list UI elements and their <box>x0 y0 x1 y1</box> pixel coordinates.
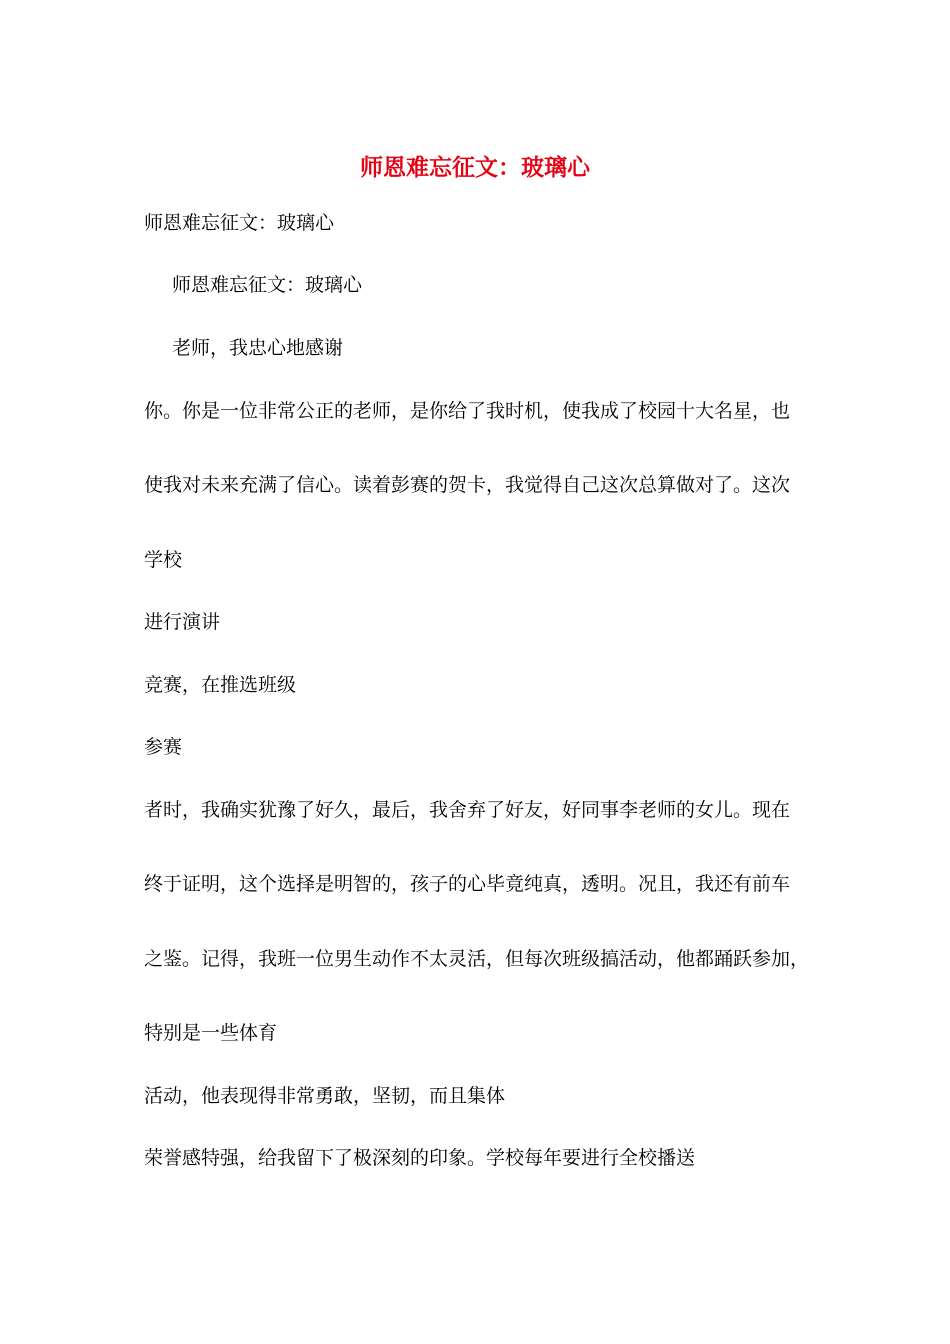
paragraph-line: 老师，我忠心地感谢 <box>172 337 344 359</box>
paragraph-line: 荣誉感特强，给我留下了极深刻的印象。学校每年要进行全校播送 <box>144 1147 696 1169</box>
paragraph-line: 特别是一些体育 <box>144 1022 278 1044</box>
paragraph-line: 终于证明，这个选择是明智的，孩子的心毕竟纯真，透明。况且，我还有前车 <box>144 873 791 895</box>
paragraph-line: 师恩难忘征文：玻璃心 <box>144 212 335 234</box>
paragraph-line: 之鉴。记得，我班一位男生动作不太灵活，但每次班级搞活动，他都踊跃参加， <box>144 948 810 970</box>
paragraph-line: 参赛 <box>144 736 183 758</box>
paragraph-line: 学校 <box>144 549 183 571</box>
paragraph-line: 活动，他表现得非常勇敢，坚韧，而且集体 <box>144 1085 506 1107</box>
paragraph-line: 你。你是一位非常公正的老师，是你给了我时机，使我成了校园十大名星，也 <box>144 400 791 422</box>
document-title: 师恩难忘征文：玻璃心 <box>360 155 590 181</box>
paragraph-line: 者时，我确实犹豫了好久，最后，我舍弃了好友，好同事李老师的女儿。现在 <box>144 799 791 821</box>
paragraph-line: 进行演讲 <box>144 611 221 633</box>
paragraph-line: 竞赛，在推选班级 <box>144 674 297 696</box>
paragraph-line: 使我对未来充满了信心。读着彭赛的贺卡，我觉得自己这次总算做对了。这次 <box>144 474 791 496</box>
paragraph-line: 师恩难忘征文：玻璃心 <box>172 274 363 296</box>
